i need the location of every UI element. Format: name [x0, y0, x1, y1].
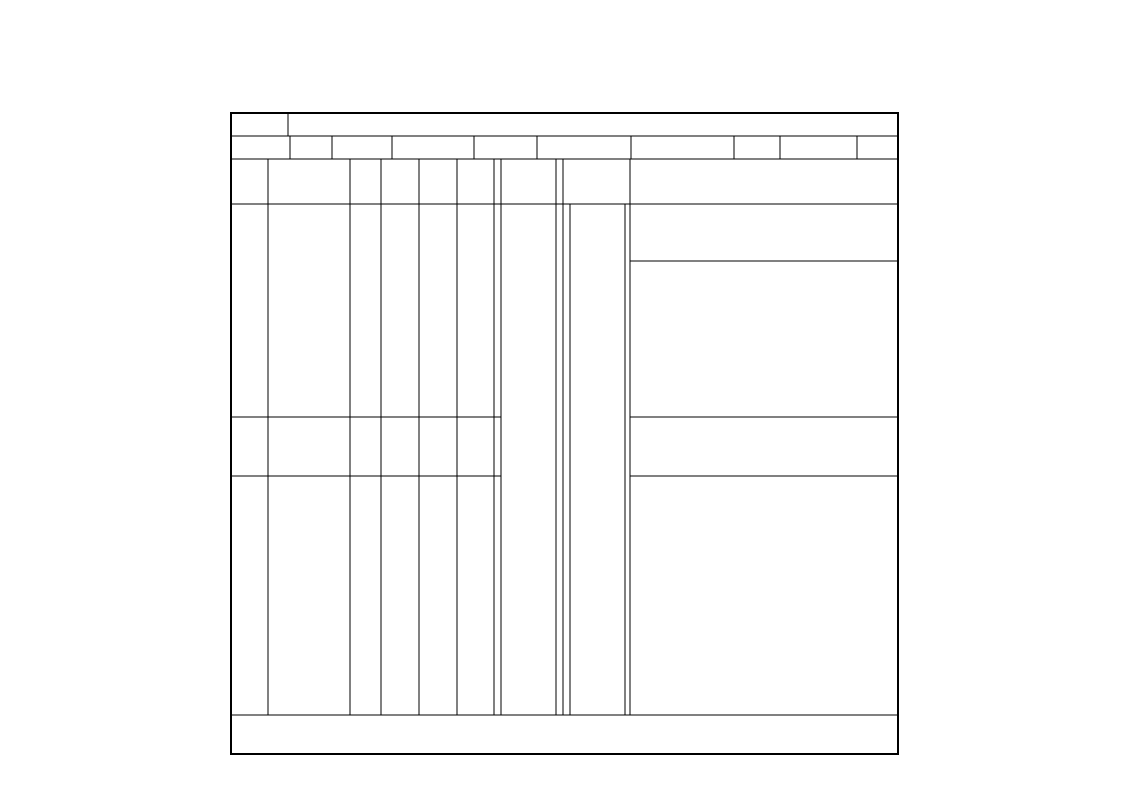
- table-frame: [231, 113, 898, 754]
- table-rules: [231, 136, 898, 715]
